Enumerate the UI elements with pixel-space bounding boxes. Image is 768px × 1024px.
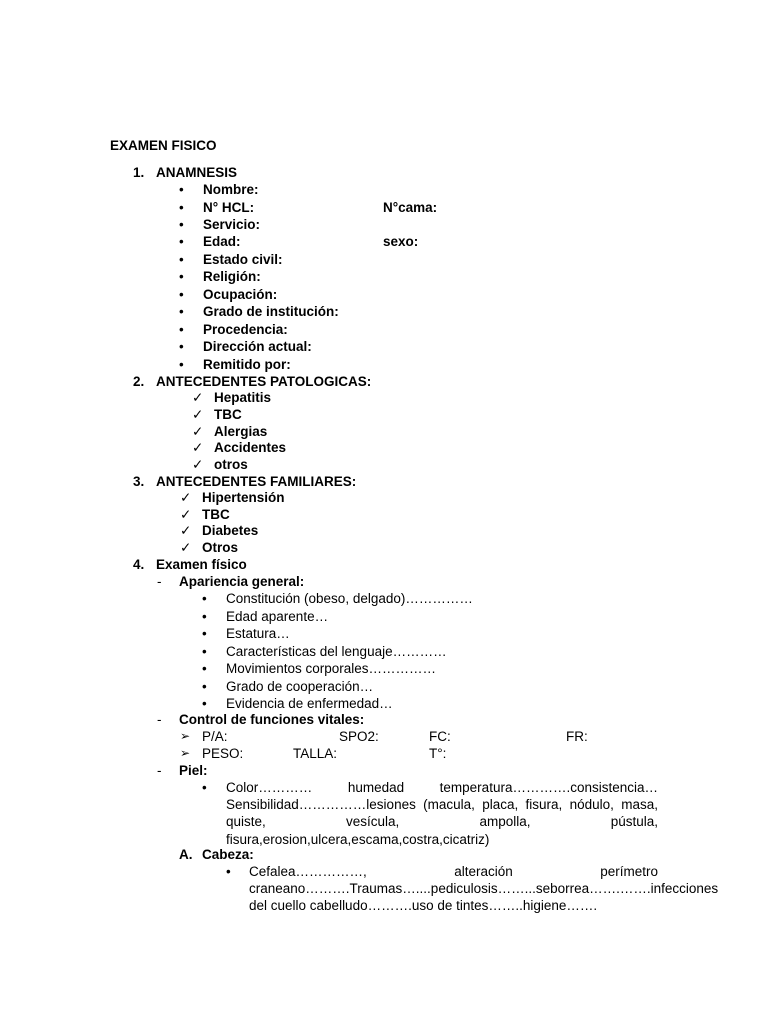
list-item: TBC: [202, 507, 230, 522]
cabeza-paragraph: Cefalea……………, alteración perímetro craneano……….Traumas…....pediculosis……...seborrea…….…….infecciones del cuello cabelludo……….uso de tintes……..higiene…….: [249, 864, 719, 914]
list-item: Constitución (obeso, delgado)……………: [226, 591, 473, 606]
list-item: Diabetes: [202, 523, 259, 538]
arrow-icon: ➢: [180, 729, 191, 743]
subsection-title-vitales: Control de funciones vitales:: [179, 712, 365, 727]
list-item: Dirección actual:: [203, 339, 312, 354]
bullet-icon: •: [179, 217, 184, 232]
dash-icon: -: [157, 712, 162, 727]
list-item: Hepatitis: [214, 390, 272, 405]
bullet-icon: •: [202, 679, 207, 694]
dash-icon: -: [157, 763, 162, 778]
list-item: Estatura…: [226, 626, 290, 641]
list-item: Grado de cooperación…: [226, 679, 374, 694]
check-icon: ✓: [180, 540, 192, 555]
list-item: Ocupación:: [203, 287, 278, 302]
list-item: Características del lenguaje…………: [226, 644, 447, 659]
section-title: ANAMNESIS: [156, 165, 238, 180]
list-item: Remitido por:: [203, 357, 291, 372]
subsection-title-cabeza: Cabeza:: [202, 847, 254, 862]
bullet-icon: •: [179, 252, 184, 267]
section-antecedentes-familiares-heading: [133, 473, 356, 490]
list-item: Alergias: [214, 424, 268, 439]
list-item: Estado civil:: [203, 252, 283, 267]
fc-label: FC:: [429, 729, 451, 744]
peso-label: PESO:: [202, 746, 244, 761]
subsection-title-apariencia: Apariencia general:: [179, 574, 305, 589]
list-item: N° HCL:: [203, 200, 255, 215]
bullet-icon: •: [179, 287, 184, 302]
bullet-icon: •: [179, 234, 184, 249]
list-item: Edad aparente…: [226, 609, 329, 624]
bullet-icon: •: [202, 591, 207, 606]
section-number: 4.: [133, 557, 145, 572]
bullet-icon: •: [202, 609, 207, 624]
pa-label: P/A:: [202, 729, 228, 744]
section-number: 1.: [133, 165, 145, 180]
bullet-icon: •: [202, 780, 207, 795]
section-number: 2.: [133, 374, 145, 389]
bullet-icon: •: [202, 644, 207, 659]
bullet-icon: •: [179, 357, 184, 372]
section-title: ANTECEDENTES PATOLOGICAS:: [156, 374, 372, 389]
dash-icon: -: [157, 574, 162, 589]
list-item: Religión:: [203, 269, 261, 284]
check-icon: ✓: [192, 407, 204, 422]
arrow-icon: ➢: [180, 746, 191, 760]
bullet-icon: •: [179, 304, 184, 319]
talla-label: TALLA:: [293, 746, 338, 761]
section-title: ANTECEDENTES FAMILIARES:: [156, 474, 357, 489]
list-item: Evidencia de enfermedad…: [226, 696, 393, 711]
document-title: EXAMEN FISICO: [110, 138, 217, 153]
list-item: Procedencia:: [203, 322, 288, 337]
bullet-icon: •: [202, 696, 207, 711]
bullet-icon: •: [226, 864, 231, 879]
cabeza-letter: A.: [179, 847, 193, 862]
check-icon: ✓: [192, 424, 204, 439]
temperatura-label: T°:: [429, 746, 447, 761]
list-item: Grado de institución:: [203, 304, 339, 319]
cama-label: N°cama:: [383, 200, 438, 215]
bullet-icon: •: [202, 626, 207, 641]
check-icon: ✓: [180, 507, 192, 522]
bullet-icon: •: [179, 200, 184, 215]
list-item: Movimientos corporales……………: [226, 661, 437, 676]
list-item: Accidentes: [214, 440, 287, 455]
section-examen-fisico-heading: [133, 556, 247, 573]
check-icon: ✓: [180, 523, 192, 538]
piel-paragraph: Color………… humedad temperatura………….consistencia… Sensibilidad……………lesiones (macula, placa, fisura, nódulo, masa, quiste, vesícula, ampolla, pústula, fisura,erosion,ulcera,escama,costra,cicatriz): [226, 780, 658, 847]
check-icon: ✓: [192, 457, 204, 472]
check-icon: ✓: [192, 440, 204, 455]
subsection-title-piel: Piel:: [179, 763, 208, 778]
check-icon: ✓: [192, 390, 204, 405]
list-item: Otros: [202, 540, 239, 555]
check-icon: ✓: [180, 490, 192, 505]
list-item: otros: [214, 457, 248, 472]
section-antecedentes-patologicas-heading: [133, 373, 371, 390]
bullet-icon: •: [179, 339, 184, 354]
section-title: Examen físico: [156, 557, 247, 572]
bullet-icon: •: [179, 322, 184, 337]
list-item: Hipertensión: [202, 490, 285, 505]
sexo-label: sexo:: [383, 234, 419, 249]
spo2-label: SPO2:: [339, 729, 379, 744]
list-item: Edad:: [203, 234, 241, 249]
bullet-icon: •: [202, 661, 207, 676]
section-number: 3.: [133, 474, 145, 489]
bullet-icon: •: [179, 182, 184, 197]
fr-label: FR:: [566, 729, 588, 744]
bullet-icon: •: [179, 269, 184, 284]
list-item: TBC: [214, 407, 242, 422]
list-item: Nombre:: [203, 182, 259, 197]
list-item: Servicio:: [203, 217, 261, 232]
section-anamnesis-heading: [133, 164, 237, 181]
